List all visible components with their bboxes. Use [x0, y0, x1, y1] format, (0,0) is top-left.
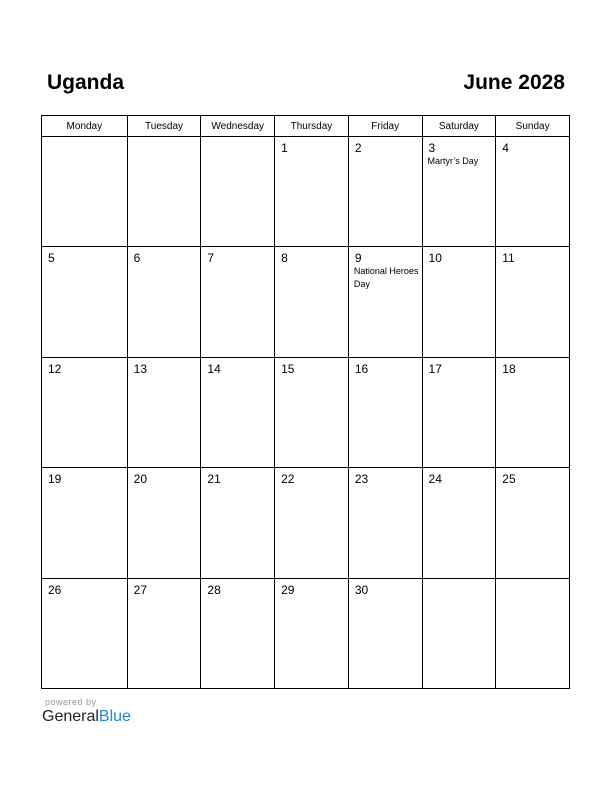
- day-cell: [127, 247, 201, 356]
- weekday-wednesday: Wednesday: [200, 116, 274, 136]
- day-number: 23: [354, 472, 369, 487]
- week-row: [42, 358, 569, 468]
- weekday-saturday: Saturday: [422, 116, 496, 136]
- day-cell: [127, 358, 201, 467]
- day-cell: [200, 137, 274, 246]
- day-number: 25: [502, 472, 516, 487]
- day-number: 10: [428, 251, 442, 266]
- generalblue-logo[interactable]: [42, 708, 131, 726]
- day-cell: [348, 137, 422, 246]
- weekday-tuesday: Tuesday: [127, 116, 201, 136]
- weekday-sunday: Sunday: [495, 116, 569, 136]
- weekday-thursday: Thursday: [274, 116, 348, 136]
- weekday-monday: Monday: [66, 120, 103, 132]
- week-row: [42, 579, 569, 689]
- day-cell: [274, 137, 348, 246]
- day-number: 4: [502, 141, 509, 155]
- day-number: 30: [354, 582, 369, 597]
- day-number: 28: [207, 582, 221, 597]
- day-cell: [42, 247, 127, 356]
- day-cell: [348, 579, 422, 689]
- day-number: 11: [502, 251, 515, 266]
- day-number: 22: [281, 472, 295, 487]
- holiday-label: Martyr’s Day: [427, 156, 479, 166]
- day-number: 6: [133, 251, 141, 266]
- day-cell: [422, 247, 496, 356]
- day-number: 13: [133, 361, 148, 376]
- day-number: 19: [48, 472, 62, 487]
- day-cell: [200, 358, 274, 467]
- day-cell: [274, 579, 348, 689]
- day-number: 3: [428, 141, 436, 155]
- day-cell: [200, 247, 274, 356]
- day-cell: [42, 137, 127, 246]
- day-number: 14: [207, 361, 221, 376]
- day-cell: [127, 579, 201, 689]
- day-cell: [274, 247, 348, 356]
- week-row: [42, 468, 569, 578]
- calendar-grid: [41, 115, 570, 689]
- day-cell: [348, 468, 422, 577]
- day-number: 26: [48, 582, 62, 597]
- day-cell: [42, 579, 127, 689]
- day-cell: [422, 358, 496, 467]
- week-row: [42, 137, 569, 247]
- day-number: 24: [428, 472, 442, 487]
- day-number: 2: [354, 141, 362, 155]
- day-cell: [42, 468, 127, 577]
- day-cell: [495, 468, 569, 577]
- day-cell: [348, 247, 422, 356]
- weekday-friday: Friday: [348, 116, 422, 136]
- month-title: June 2028: [463, 71, 565, 94]
- day-cell: [495, 358, 569, 467]
- day-number: 18: [502, 361, 516, 376]
- day-cell: [495, 137, 569, 246]
- day-number: 9: [354, 251, 362, 266]
- day-number: 16: [354, 361, 369, 376]
- day-cell: [42, 358, 127, 467]
- day-cell: [274, 468, 348, 577]
- day-cell: [422, 579, 496, 689]
- day-cell: [495, 247, 569, 356]
- day-cell: [495, 579, 569, 689]
- day-cell: [348, 358, 422, 467]
- day-number: 21: [207, 472, 221, 487]
- day-number: 20: [133, 472, 148, 487]
- country-title: Uganda: [47, 71, 125, 94]
- weekday-header-row: [42, 116, 569, 137]
- day-number: 8: [281, 251, 288, 266]
- day-number: 5: [48, 251, 55, 266]
- day-cell: [422, 468, 496, 577]
- week-row: [42, 247, 569, 357]
- day-cell: [422, 137, 496, 246]
- day-number: 1: [281, 141, 288, 155]
- day-cell: [274, 358, 348, 467]
- brand-blue: Blue: [98, 708, 131, 725]
- day-number: 29: [281, 582, 295, 597]
- day-cell: [200, 579, 274, 689]
- day-number: 15: [281, 361, 295, 376]
- powered-by-label: powered by: [45, 697, 97, 707]
- day-cell: [127, 137, 201, 246]
- day-number: 27: [133, 582, 148, 597]
- brand-general: General: [42, 708, 99, 725]
- day-number: 17: [428, 361, 442, 376]
- holiday-label: National Heroes Day: [353, 266, 419, 290]
- day-cell: [127, 468, 201, 577]
- day-number: 12: [48, 361, 62, 376]
- day-cell: [200, 468, 274, 577]
- day-number: 7: [207, 251, 215, 266]
